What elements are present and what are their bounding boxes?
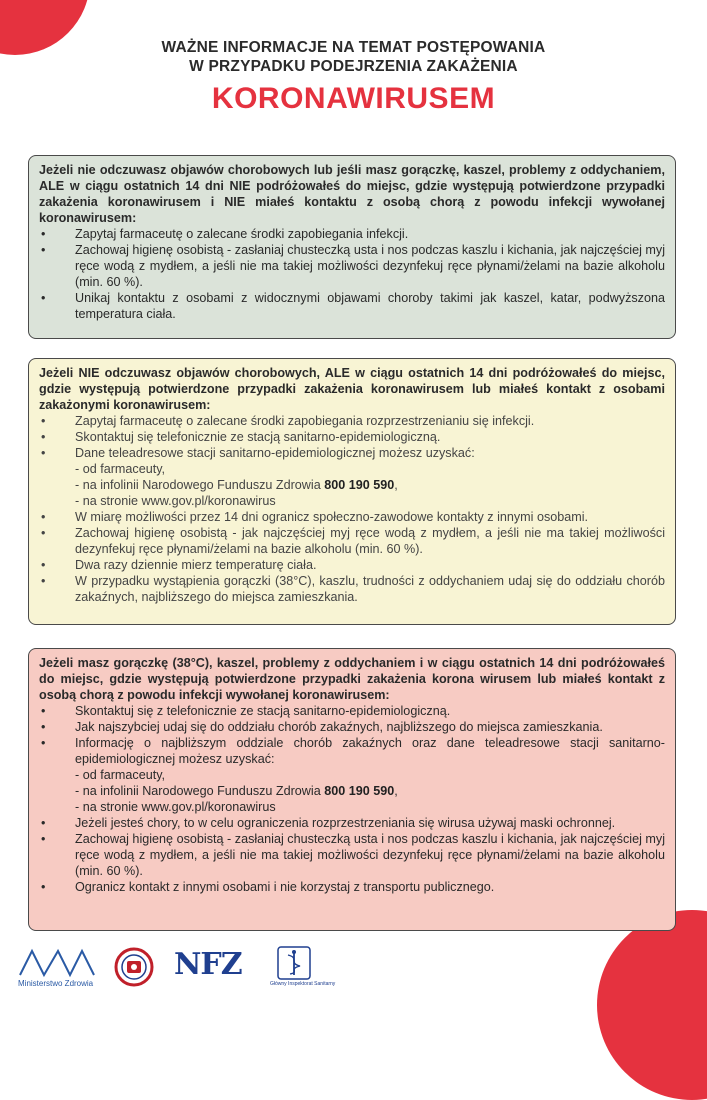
ministry-wave-icon — [18, 945, 96, 979]
list-item — [39, 445, 665, 509]
hotline-text: - na infolinii Narodowego Funduszu Zdrowia — [75, 784, 325, 798]
box3-intro: Jeżeli masz gorączkę (38°C), kaszel, problemy z oddychaniem i w ciągu ostatnich 14 dni podróżowałeś do miejsc, gdzie występują potwierdzone przypadki zakażenia korona wirusem lub miałeś kontakt z osobą chorą z powodu infekcji wywołanej koronawirusem: — [39, 656, 665, 702]
list-item: • Jeżeli jesteś chory, to w celu ograniczenia rozprzestrzeniania się wirusa używaj maski ochronnej. — [39, 815, 665, 831]
nfz-logo: NFZ — [174, 947, 242, 982]
logos-row — [14, 945, 336, 995]
list-item: • Skontaktuj się telefonicznie ze stacją sanitarno-epidemiologiczną. — [39, 429, 665, 445]
hotline-suffix: , — [394, 784, 398, 798]
list-item: • W przypadku wystąpienia gorączki (38°C), kaszlu, trudności z oddychaniem udaj się do oddziału chorób zakaźnych, najbliższego do miejsca zamieszkania. — [39, 573, 665, 605]
caduceus-icon — [276, 945, 312, 981]
sub-item-website: - na stronie www.gov.pl/koronawirus — [75, 494, 276, 508]
sanitary-inspectorate-logo — [270, 945, 336, 991]
list-item: • Zapytaj farmaceutę o zalecane środki zapobiegania infekcji. — [39, 226, 665, 242]
national-seal-icon — [114, 947, 154, 987]
box1-intro: Jeżeli nie odczuwasz objawów chorobowych lub jeśli masz gorączkę, kaszel, problemy z oddychaniem, ALE w ciągu ostatnich 14 dni NIE podróżowałeś do miejsc, gdzie występują potwierdzone przypadki zakażenia koronawirusem i NIE miałeś kontaktu z osobą chorą z powodu infekcji wywołanej koronawirusem: — [39, 163, 665, 225]
list-item: • Zapytaj farmaceutę o zalecane środki zapobiegania rozprzestrzenianiu się infekcji. — [39, 413, 665, 429]
sub-item-hotline — [75, 783, 665, 799]
hotline-phone: 800 190 590 — [324, 784, 395, 798]
info-box-travel-no-symptoms — [28, 358, 676, 625]
sub-item-pharmacist: - od farmaceuty, — [75, 768, 166, 782]
list-item: • Dwa razy dziennie mierz temperaturę ciała. — [39, 557, 665, 573]
list-item: • Unikaj kontaktu z osobami z widocznymi objawami choroby takimi jak kaszel, katar, podwyższona temperatura ciała. — [39, 290, 665, 322]
list-item: • Jak najszybciej udaj się do oddziału chorób zakaźnych, najbliższego do miejsca zamieszkania. — [39, 719, 665, 735]
header-line-1: WAŻNE INFORMACJE NA TEMAT POSTĘPOWANIA — [161, 39, 546, 56]
list-item: • Zachowaj higienę osobistą - zasłaniaj chusteczką usta i nos podczas kaszlu i kichania, jak najczęściej myj ręce wodą z mydłem, a jeśli nie ma takiej możliwości dezynfekuj ręce płynami/żelami na bazie alkoholu (min. 60 %). — [39, 242, 665, 290]
hotline-text: - na infolinii Narodowego Funduszu Zdrowia — [75, 478, 325, 492]
sub-item-hotline — [75, 477, 665, 493]
poster-header — [0, 38, 707, 116]
list-item: • Zachowaj higienę osobistą - jak najczęściej myj ręce wodą z mydłem, a jeśli nie ma takiej możliwości dezynfekuj ręce płynami/żelami na bazie alkoholu (min. 60 %). — [39, 525, 665, 557]
header-highlight: KORONAWIRUSEM — [211, 82, 496, 115]
box2-intro: Jeżeli NIE odczuwasz objawów chorobowych, ALE w ciągu ostatnich 14 dni podróżowałeś do miejsc, gdzie występują potwierdzone przypadki zakażenia koronawirusem lub miałeś kontakt z osobami zakażonymi koronawirusem: — [39, 366, 665, 412]
box1-list — [39, 226, 665, 322]
hotline-suffix: , — [394, 478, 398, 492]
ministry-of-health-logo — [18, 945, 100, 991]
list-item-text: Informację o najbliższym oddziale chorób zakaźnych oraz dane teleadresowe stacji sanitarno-epidemiologicznej możesz uzyskać: — [75, 736, 665, 766]
info-box-no-travel — [28, 155, 676, 339]
sub-item-pharmacist: - od farmaceuty, — [75, 462, 166, 476]
corner-decoration-bottom-right — [597, 910, 707, 1100]
header-line-2: W PRZYPADKU PODEJRZENIA ZAKAŻENIA — [189, 58, 518, 75]
list-item: • Zachowaj higienę osobistą - zasłaniaj chusteczką usta i nos podczas kaszlu i kichania, jak najczęściej myj ręce wodą z mydłem, a jeśli nie ma takiej możliwości dezynfekuj ręce płynami/żelami na bazie alkoholu (min. 60 %). — [39, 831, 665, 879]
box3-list — [39, 703, 665, 895]
list-item: • Ogranicz kontakt z innymi osobami i nie korzystaj z transportu publicznego. — [39, 879, 665, 895]
gis-caption: Główny Inspektorat Sanitarny — [270, 981, 336, 987]
sub-item-website: - na stronie www.gov.pl/koronawirus — [75, 800, 276, 814]
hotline-phone: 800 190 590 — [324, 478, 395, 492]
list-item: • Skontaktuj się z telefonicznie ze stacją sanitarno-epidemiologiczną. — [39, 703, 665, 719]
info-box-symptoms-and-travel — [28, 648, 676, 931]
list-item — [39, 735, 665, 815]
list-item: • W miarę możliwości przez 14 dni ogranicz społeczno-zawodowe kontakty z innymi osobami. — [39, 509, 665, 525]
ministry-caption: Ministerstwo Zdrowia — [18, 979, 94, 988]
box2-list — [39, 413, 665, 605]
list-item-text: Dane teleadresowe stacji sanitarno-epidemiologicznej możesz uzyskać: — [75, 446, 475, 460]
